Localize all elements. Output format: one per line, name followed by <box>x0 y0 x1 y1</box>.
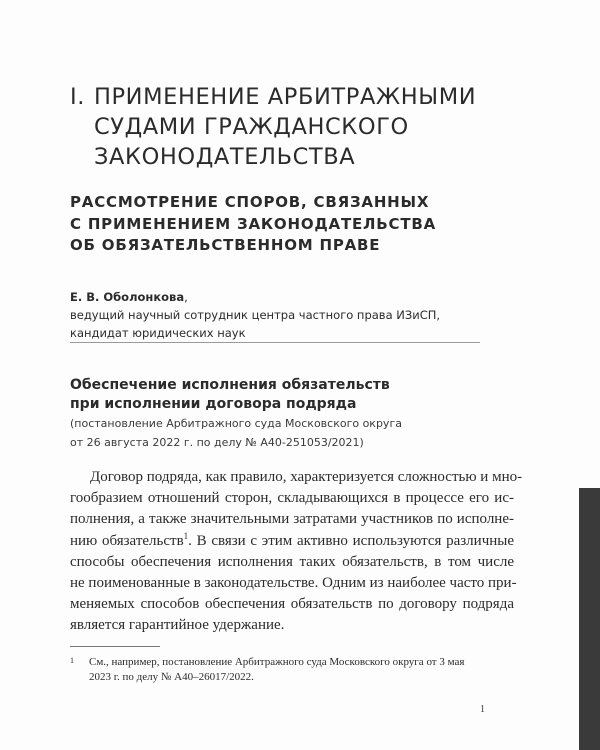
author-name: Е. В. Оболонкова <box>70 290 185 304</box>
body-line-8: является гарантийное удержание. <box>70 617 285 634</box>
footnote-line-1: См., например, постановление Арбитражного суда Московского округа от 3 мая <box>89 656 465 668</box>
author-position: ведущий научный сотрудник центра частного права ИЗиСП, <box>70 308 441 322</box>
body-line-4-start: нию обязательств <box>70 532 184 549</box>
body-line-5: способы обеспечения исполнения таких обязательств, в том числе <box>70 553 514 570</box>
footnote-number: 1 <box>70 656 74 665</box>
body-line-4-end: . В связи с этим активно используются различные <box>188 532 514 549</box>
footnote-divider <box>70 646 160 647</box>
footnote <box>70 655 520 685</box>
author-name-line <box>70 288 490 306</box>
page-number: 1 <box>480 704 485 715</box>
body-line-1: Договор подряда, как правило, характеризуется сложностью и мно- <box>90 469 523 485</box>
chapter-title-text-1: ПРИМЕНЕНИЕ АРБИТРАЖНЫМИ <box>94 84 477 110</box>
section-title <box>70 192 540 257</box>
page-edge-shadow <box>579 488 600 750</box>
case-title-line-1: Обеспечение исполнения обязательств <box>70 377 390 393</box>
case-reference <box>70 414 402 452</box>
body-line-6: не поименованные в законодательстве. Одним из наиболее часто при- <box>70 574 517 591</box>
footnote-line-2: 2023 г. по делу № А40–26017/2022. <box>89 671 254 683</box>
body-line-7: меняемых способов обеспечения обязательств по договору подряда <box>70 596 514 613</box>
chapter-title-line-1 <box>70 82 530 112</box>
author-name-suffix: , <box>184 290 188 304</box>
case-title <box>70 376 390 414</box>
body-line-2: гообразием отношений сторон, складывающихся в процессе его ис- <box>70 490 514 507</box>
chapter-title <box>70 82 530 172</box>
section-title-line-2: С ПРИМЕНЕНИЕМ ЗАКОНОДАТЕЛЬСТВА <box>70 214 437 233</box>
footnote-reference[interactable]: 1 <box>183 530 189 541</box>
author-block <box>70 288 490 342</box>
chapter-title-line-3: ЗАКОНОДАТЕЛЬСТВА <box>94 144 356 170</box>
chapter-number: I. <box>70 84 85 110</box>
case-title-line-2: при исполнении договора подряда <box>70 396 357 412</box>
author-divider <box>70 342 480 343</box>
section-title-line-3: ОБ ОБЯЗАТЕЛЬСТВЕННОМ ПРАВЕ <box>70 236 381 254</box>
body-line-3: полнения, а также значительными затратами участников по исполне- <box>70 511 514 528</box>
section-title-line-1: РАССМОТРЕНИЕ СПОРОВ, СВЯЗАННЫХ <box>70 193 430 211</box>
body-line-4 <box>70 531 514 552</box>
case-reference-line-1: (постановление Арбитражного суда Московского округа <box>70 417 402 430</box>
case-reference-line-2: от 26 августа 2022 г. по делу № А40-251053/2021) <box>70 436 364 449</box>
body-paragraph <box>70 467 523 637</box>
chapter-title-line-2: СУДАМИ ГРАЖДАНСКОГО <box>94 114 409 140</box>
author-degree: кандидат юридических наук <box>70 326 246 340</box>
